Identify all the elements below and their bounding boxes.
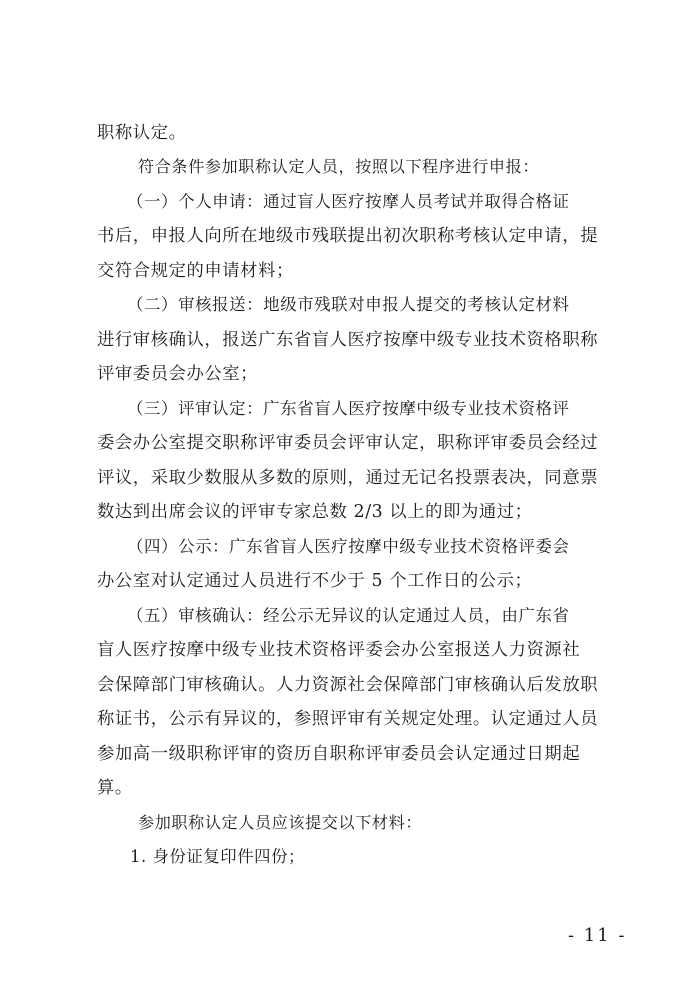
text-line: 评审委员会办公室； (97, 364, 259, 384)
text-line: 书后，申报人向所在地级市残联提出初次职称考核认定申请，提 (97, 226, 599, 246)
text-line: （五）审核确认：经公示无异议的认定通过人员，由广东省 (127, 606, 570, 625)
text-line: 进行审核确认，报送广东省盲人医疗按摩中级专业技术资格职称 (97, 330, 599, 350)
text-line: 参加高一级职称评审的资历自职称评审委员会认定通过日期起 (97, 744, 581, 764)
text-line: 参加职称认定人员应该提交以下材料： (138, 813, 423, 832)
text-line: 评议，采取少数服从多数的原则，通过无记名投票表决，同意票 (97, 468, 599, 488)
text-line: （四）公示：广东省盲人医疗按摩中级专业技术资格评委会 (127, 537, 570, 556)
text-line: 盲人医疗按摩中级专业技术资格评委会办公室报送人力资源社 (97, 640, 581, 660)
text-line: 符合条件参加职称认定人员，按照以下程序进行申报： (138, 157, 540, 176)
text-line: 称证书，公示有异议的，参照评审有关规定处理。认定通过人员 (97, 709, 599, 729)
text-line: （一）个人申请：通过盲人医疗按摩人员考试并取得合格证 (127, 192, 570, 211)
text-line: （三）评审认定：广东省盲人医疗按摩中级专业技术资格评 (127, 399, 570, 418)
page-number: - 11 - (568, 925, 627, 946)
text-line: 职称认定。 (97, 123, 187, 143)
text-line: 1. 身份证复印件四份； (130, 847, 305, 866)
text-line: 交符合规定的申请材料； (97, 261, 294, 281)
text-line: 办公室对认定通过人员进行不少于 5 个工作日的公示； (97, 571, 533, 591)
text-line: （二）审核报送：地级市残联对申报人提交的考核认定材料 (127, 295, 570, 314)
text-line: 算。 (97, 778, 133, 798)
text-line: 委会办公室提交职称评审委员会评审认定，职称评审委员会经过 (97, 433, 599, 453)
text-line: 数达到出席会议的评审专家总数 2/3 以上的即为通过； (97, 502, 533, 522)
text-line: 会保障部门审核确认。人力资源社会保障部门审核确认后发放职 (97, 675, 599, 695)
